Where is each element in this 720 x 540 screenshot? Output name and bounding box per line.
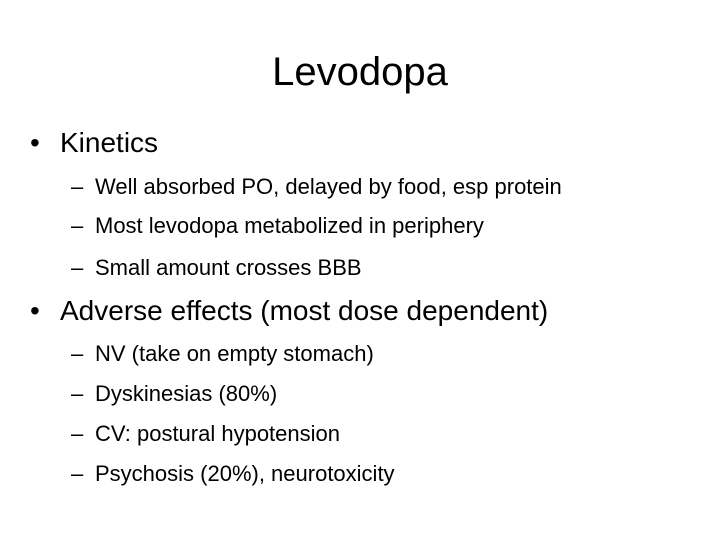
sub-item-text: CV: postural hypotension xyxy=(95,421,340,446)
dash-glyph: – xyxy=(71,213,84,238)
dash-glyph: – xyxy=(71,421,84,446)
sub-item-text: Psychosis (20%), neurotoxicity xyxy=(95,461,395,486)
sub-item xyxy=(71,340,374,368)
sub-item-text: Dyskinesias (80%) xyxy=(95,381,278,406)
sub-item xyxy=(71,254,362,282)
sub-item-text: Most levodopa metabolized in periphery xyxy=(95,213,484,238)
dash-glyph: – xyxy=(71,341,84,366)
sub-item xyxy=(71,420,340,448)
bullet-glyph: • xyxy=(30,295,40,326)
sub-item xyxy=(71,173,562,201)
bullet-adverse-effects xyxy=(30,294,548,328)
sub-item-text: Small amount crosses BBB xyxy=(95,255,362,280)
bullet-label: Kinetics xyxy=(60,127,159,158)
bullet-label: Adverse effects (most dose dependent) xyxy=(60,295,549,326)
dash-glyph: – xyxy=(71,461,84,486)
sub-item-text: Well absorbed PO, delayed by food, esp protein xyxy=(95,174,562,199)
dash-glyph: – xyxy=(71,174,84,199)
bullet-kinetics xyxy=(30,126,158,160)
sub-item xyxy=(71,380,277,408)
bullet-glyph: • xyxy=(30,127,40,158)
dash-glyph: – xyxy=(71,381,84,406)
sub-item xyxy=(71,460,395,488)
sub-item-text: NV (take on empty stomach) xyxy=(95,341,374,366)
slide-title: Levodopa xyxy=(272,50,448,94)
dash-glyph: – xyxy=(71,255,84,280)
sub-item xyxy=(71,212,484,240)
